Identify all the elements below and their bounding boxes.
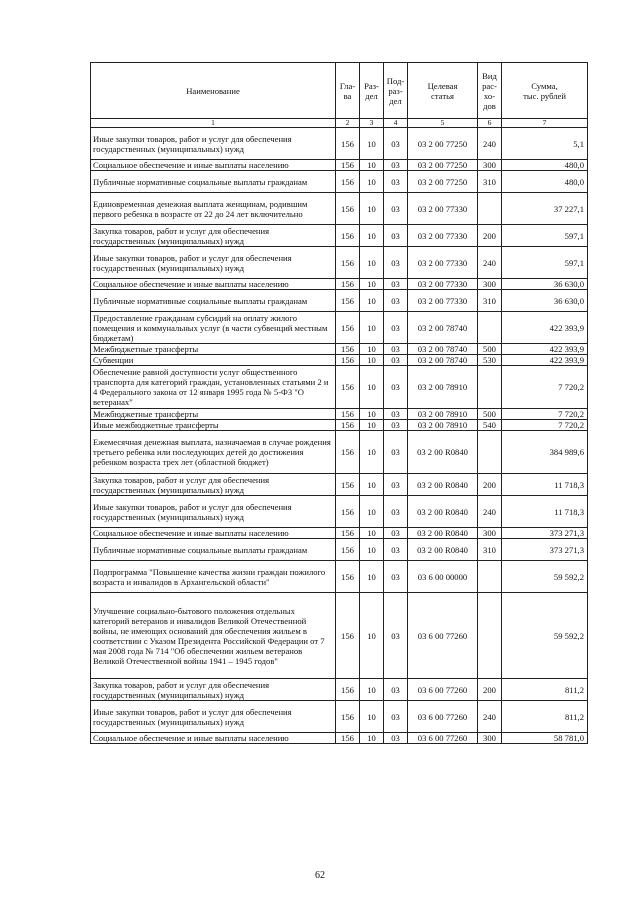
row-vid: 500	[478, 409, 502, 420]
row-razdel: 10	[360, 420, 384, 431]
row-vid	[478, 366, 502, 409]
row-vid	[478, 561, 502, 593]
row-razdel: 10	[360, 561, 384, 593]
row-razdel: 10	[360, 290, 384, 312]
row-glava: 156	[336, 247, 360, 279]
row-sum: 5,1	[502, 128, 588, 160]
row-name: Социальное обеспечение и иные выплаты населению	[91, 279, 336, 290]
row-target: 03 2 00 R0840	[408, 528, 478, 539]
row-sum: 480,0	[502, 160, 588, 171]
row-sum: 7 720,2	[502, 420, 588, 431]
row-razdel: 10	[360, 431, 384, 474]
row-glava: 156	[336, 528, 360, 539]
header-col-number: 4	[384, 119, 408, 128]
page-number: 62	[315, 870, 325, 881]
row-podrazdel: 03	[384, 160, 408, 171]
row-sum: 36 630,0	[502, 290, 588, 312]
row-glava: 156	[336, 593, 360, 679]
row-name: Обеспечение равной доступности услуг общественного транспорта для категорий граждан, установленных статьями 2 и 4 Федерального закона от 12 января 1995 года № 5-ФЗ "О ветеранах"	[91, 366, 336, 409]
table-row	[91, 160, 588, 171]
row-podrazdel: 03	[384, 171, 408, 193]
row-vid: 310	[478, 171, 502, 193]
row-vid: 240	[478, 128, 502, 160]
row-podrazdel: 03	[384, 355, 408, 366]
table-row	[91, 225, 588, 247]
row-razdel: 10	[360, 701, 384, 733]
row-glava: 156	[336, 160, 360, 171]
table-row	[91, 733, 588, 744]
table-row	[91, 701, 588, 733]
row-target: 03 2 00 78910	[408, 420, 478, 431]
table-row	[91, 290, 588, 312]
row-razdel: 10	[360, 171, 384, 193]
table-row	[91, 679, 588, 701]
table-row	[91, 193, 588, 225]
row-podrazdel: 03	[384, 193, 408, 225]
row-vid: 240	[478, 701, 502, 733]
row-name: Социальное обеспечение и иные выплаты населению	[91, 160, 336, 171]
row-glava: 156	[336, 733, 360, 744]
row-glava: 156	[336, 539, 360, 561]
row-glava: 156	[336, 496, 360, 528]
row-target: 03 2 00 78910	[408, 366, 478, 409]
row-vid: 310	[478, 290, 502, 312]
header-vid: Вид рас- хо- дов	[478, 63, 502, 119]
row-glava: 156	[336, 193, 360, 225]
row-podrazdel: 03	[384, 701, 408, 733]
row-sum: 58 781,0	[502, 733, 588, 744]
row-vid: 300	[478, 279, 502, 290]
row-vid: 300	[478, 528, 502, 539]
row-vid	[478, 431, 502, 474]
table-row	[91, 593, 588, 679]
row-sum: 11 718,3	[502, 496, 588, 528]
table-row	[91, 496, 588, 528]
row-target: 03 2 00 78740	[408, 355, 478, 366]
row-target: 03 2 00 R0840	[408, 539, 478, 561]
row-name: Закупка товаров, работ и услуг для обеспечения государственных (муниципальных) нужд	[91, 225, 336, 247]
table-row	[91, 366, 588, 409]
row-target: 03 2 00 77330	[408, 225, 478, 247]
row-glava: 156	[336, 679, 360, 701]
row-name: Публичные нормативные социальные выплаты гражданам	[91, 290, 336, 312]
row-glava: 156	[336, 312, 360, 344]
header-col-number: 7	[502, 119, 588, 128]
row-target: 03 2 00 77250	[408, 171, 478, 193]
row-sum: 59 592,2	[502, 561, 588, 593]
header-target: Целевая статья	[408, 63, 478, 119]
table-row	[91, 344, 588, 355]
header-col-number: 1	[91, 119, 336, 128]
row-razdel: 10	[360, 344, 384, 355]
row-target: 03 6 00 00000	[408, 561, 478, 593]
row-podrazdel: 03	[384, 561, 408, 593]
header-col-number: 2	[336, 119, 360, 128]
row-vid: 200	[478, 225, 502, 247]
table-row	[91, 431, 588, 474]
row-podrazdel: 03	[384, 528, 408, 539]
row-sum: 597,1	[502, 247, 588, 279]
row-vid: 240	[478, 247, 502, 279]
row-vid	[478, 593, 502, 679]
row-sum: 811,2	[502, 701, 588, 733]
table-row	[91, 539, 588, 561]
row-razdel: 10	[360, 160, 384, 171]
row-sum: 373 271,3	[502, 539, 588, 561]
row-glava: 156	[336, 431, 360, 474]
row-podrazdel: 03	[384, 290, 408, 312]
row-target: 03 2 00 77250	[408, 160, 478, 171]
table-row	[91, 409, 588, 420]
table-row	[91, 355, 588, 366]
header-col-number: 6	[478, 119, 502, 128]
row-name: Закупка товаров, работ и услуг для обеспечения государственных (муниципальных) нужд	[91, 679, 336, 701]
row-name: Иные межбюджетные трансферты	[91, 420, 336, 431]
table-row	[91, 561, 588, 593]
row-target: 03 6 00 77260	[408, 701, 478, 733]
row-target: 03 2 00 77250	[408, 128, 478, 160]
row-name: Социальное обеспечение и иные выплаты населению	[91, 733, 336, 744]
row-podrazdel: 03	[384, 679, 408, 701]
row-name: Иные закупки товаров, работ и услуг для обеспечения государственных (муниципальных) нужд	[91, 496, 336, 528]
row-glava: 156	[336, 561, 360, 593]
row-vid: 200	[478, 679, 502, 701]
row-glava: 156	[336, 366, 360, 409]
header-podrazdel: Под- раз- дел	[384, 63, 408, 119]
row-name: Предоставление гражданам субсидий на оплату жилого помещения и коммунальных услуг (в части субвенций местным бюджетам)	[91, 312, 336, 344]
row-podrazdel: 03	[384, 539, 408, 561]
row-target: 03 2 00 77330	[408, 247, 478, 279]
table-body	[91, 128, 588, 744]
row-target: 03 2 00 R0840	[408, 431, 478, 474]
row-vid	[478, 193, 502, 225]
row-podrazdel: 03	[384, 593, 408, 679]
row-razdel: 10	[360, 409, 384, 420]
row-target: 03 2 00 78740	[408, 312, 478, 344]
row-podrazdel: 03	[384, 733, 408, 744]
row-vid	[478, 312, 502, 344]
table-row	[91, 528, 588, 539]
row-name: Иные закупки товаров, работ и услуг для обеспечения государственных (муниципальных) нужд	[91, 701, 336, 733]
row-glava: 156	[336, 355, 360, 366]
row-name: Публичные нормативные социальные выплаты гражданам	[91, 171, 336, 193]
row-glava: 156	[336, 409, 360, 420]
row-podrazdel: 03	[384, 344, 408, 355]
row-glava: 156	[336, 344, 360, 355]
row-name: Публичные нормативные социальные выплаты гражданам	[91, 539, 336, 561]
row-name: Подпрограмма "Повышение качества жизни граждан пожилого возраста и инвалидов в Архангельской области"	[91, 561, 336, 593]
row-podrazdel: 03	[384, 431, 408, 474]
header-glava: Гла- ва	[336, 63, 360, 119]
row-razdel: 10	[360, 539, 384, 561]
row-razdel: 10	[360, 593, 384, 679]
row-razdel: 10	[360, 366, 384, 409]
row-glava: 156	[336, 279, 360, 290]
row-glava: 156	[336, 474, 360, 496]
row-vid: 500	[478, 344, 502, 355]
row-glava: 156	[336, 128, 360, 160]
row-sum: 7 720,2	[502, 366, 588, 409]
row-name: Субвенции	[91, 355, 336, 366]
row-razdel: 10	[360, 128, 384, 160]
header-col-number: 5	[408, 119, 478, 128]
row-razdel: 10	[360, 474, 384, 496]
table-row	[91, 279, 588, 290]
row-podrazdel: 03	[384, 474, 408, 496]
row-glava: 156	[336, 701, 360, 733]
row-name: Межбюджетные трансферты	[91, 409, 336, 420]
table-row	[91, 128, 588, 160]
row-razdel: 10	[360, 312, 384, 344]
row-vid: 540	[478, 420, 502, 431]
row-target: 03 6 00 77260	[408, 593, 478, 679]
row-glava: 156	[336, 225, 360, 247]
row-vid: 300	[478, 733, 502, 744]
row-vid: 530	[478, 355, 502, 366]
row-vid: 300	[478, 160, 502, 171]
row-podrazdel: 03	[384, 366, 408, 409]
row-razdel: 10	[360, 279, 384, 290]
row-podrazdel: 03	[384, 279, 408, 290]
row-sum: 811,2	[502, 679, 588, 701]
row-target: 03 2 00 R0840	[408, 496, 478, 528]
row-target: 03 6 00 77260	[408, 679, 478, 701]
row-target: 03 6 00 77260	[408, 733, 478, 744]
row-target: 03 2 00 R0840	[408, 474, 478, 496]
row-sum: 7 720,2	[502, 409, 588, 420]
row-vid: 310	[478, 539, 502, 561]
row-glava: 156	[336, 171, 360, 193]
row-sum: 597,1	[502, 225, 588, 247]
row-name: Межбюджетные трансферты	[91, 344, 336, 355]
row-razdel: 10	[360, 679, 384, 701]
header-razdel: Раз- дел	[360, 63, 384, 119]
table-row	[91, 247, 588, 279]
header-col-number: 3	[360, 119, 384, 128]
row-razdel: 10	[360, 225, 384, 247]
row-glava: 156	[336, 290, 360, 312]
row-sum: 384 989,6	[502, 431, 588, 474]
table-row	[91, 420, 588, 431]
row-razdel: 10	[360, 247, 384, 279]
row-podrazdel: 03	[384, 409, 408, 420]
row-podrazdel: 03	[384, 247, 408, 279]
row-razdel: 10	[360, 355, 384, 366]
row-sum: 422 393,9	[502, 312, 588, 344]
row-target: 03 2 00 78740	[408, 344, 478, 355]
row-target: 03 2 00 77330	[408, 193, 478, 225]
budget-table	[90, 62, 588, 744]
header-name: Наименование	[91, 63, 336, 119]
table-row	[91, 474, 588, 496]
row-razdel: 10	[360, 733, 384, 744]
row-sum: 11 718,3	[502, 474, 588, 496]
row-vid: 200	[478, 474, 502, 496]
row-name: Ежемесячная денежная выплата, назначаемая в случае рождения третьего ребенка или последующих детей до достижения ребенком возраста трех лет (областной бюджет)	[91, 431, 336, 474]
row-name: Единовременная денежная выплата женщинам, родившим первого ребенка в возрасте от 22 до 24 лет включительно	[91, 193, 336, 225]
row-name: Иные закупки товаров, работ и услуг для обеспечения государственных (муниципальных) нужд	[91, 247, 336, 279]
row-sum: 422 393,9	[502, 344, 588, 355]
row-sum: 59 592,2	[502, 593, 588, 679]
header-sum: Сумма, тыс. рублей	[502, 63, 588, 119]
row-razdel: 10	[360, 193, 384, 225]
row-razdel: 10	[360, 496, 384, 528]
table-row	[91, 312, 588, 344]
row-sum: 422 393,9	[502, 355, 588, 366]
row-name: Социальное обеспечение и иные выплаты населению	[91, 528, 336, 539]
row-podrazdel: 03	[384, 496, 408, 528]
row-razdel: 10	[360, 528, 384, 539]
row-name: Закупка товаров, работ и услуг для обеспечения государственных (муниципальных) нужд	[91, 474, 336, 496]
row-name: Улучшение социально-бытового положения отдельных категорий ветеранов и инвалидов Великой Отечественной войны, не имеющих оснований для обеспечения жильем в соответствии с Указом Президента Российской Федерации от 7 мая 2008 года № 714 "Об обеспечении жильем ветеранов Великой Отечественной войны 1941 – 1945 годов"	[91, 593, 336, 679]
row-podrazdel: 03	[384, 128, 408, 160]
row-glava: 156	[336, 420, 360, 431]
row-target: 03 2 00 77330	[408, 290, 478, 312]
row-sum: 373 271,3	[502, 528, 588, 539]
row-sum: 37 227,1	[502, 193, 588, 225]
row-name: Иные закупки товаров, работ и услуг для обеспечения государственных (муниципальных) нужд	[91, 128, 336, 160]
row-target: 03 2 00 78910	[408, 409, 478, 420]
row-sum: 480,0	[502, 171, 588, 193]
row-vid: 240	[478, 496, 502, 528]
row-podrazdel: 03	[384, 312, 408, 344]
row-podrazdel: 03	[384, 225, 408, 247]
row-sum: 36 630,0	[502, 279, 588, 290]
row-podrazdel: 03	[384, 420, 408, 431]
row-target: 03 2 00 77330	[408, 279, 478, 290]
table-row	[91, 171, 588, 193]
